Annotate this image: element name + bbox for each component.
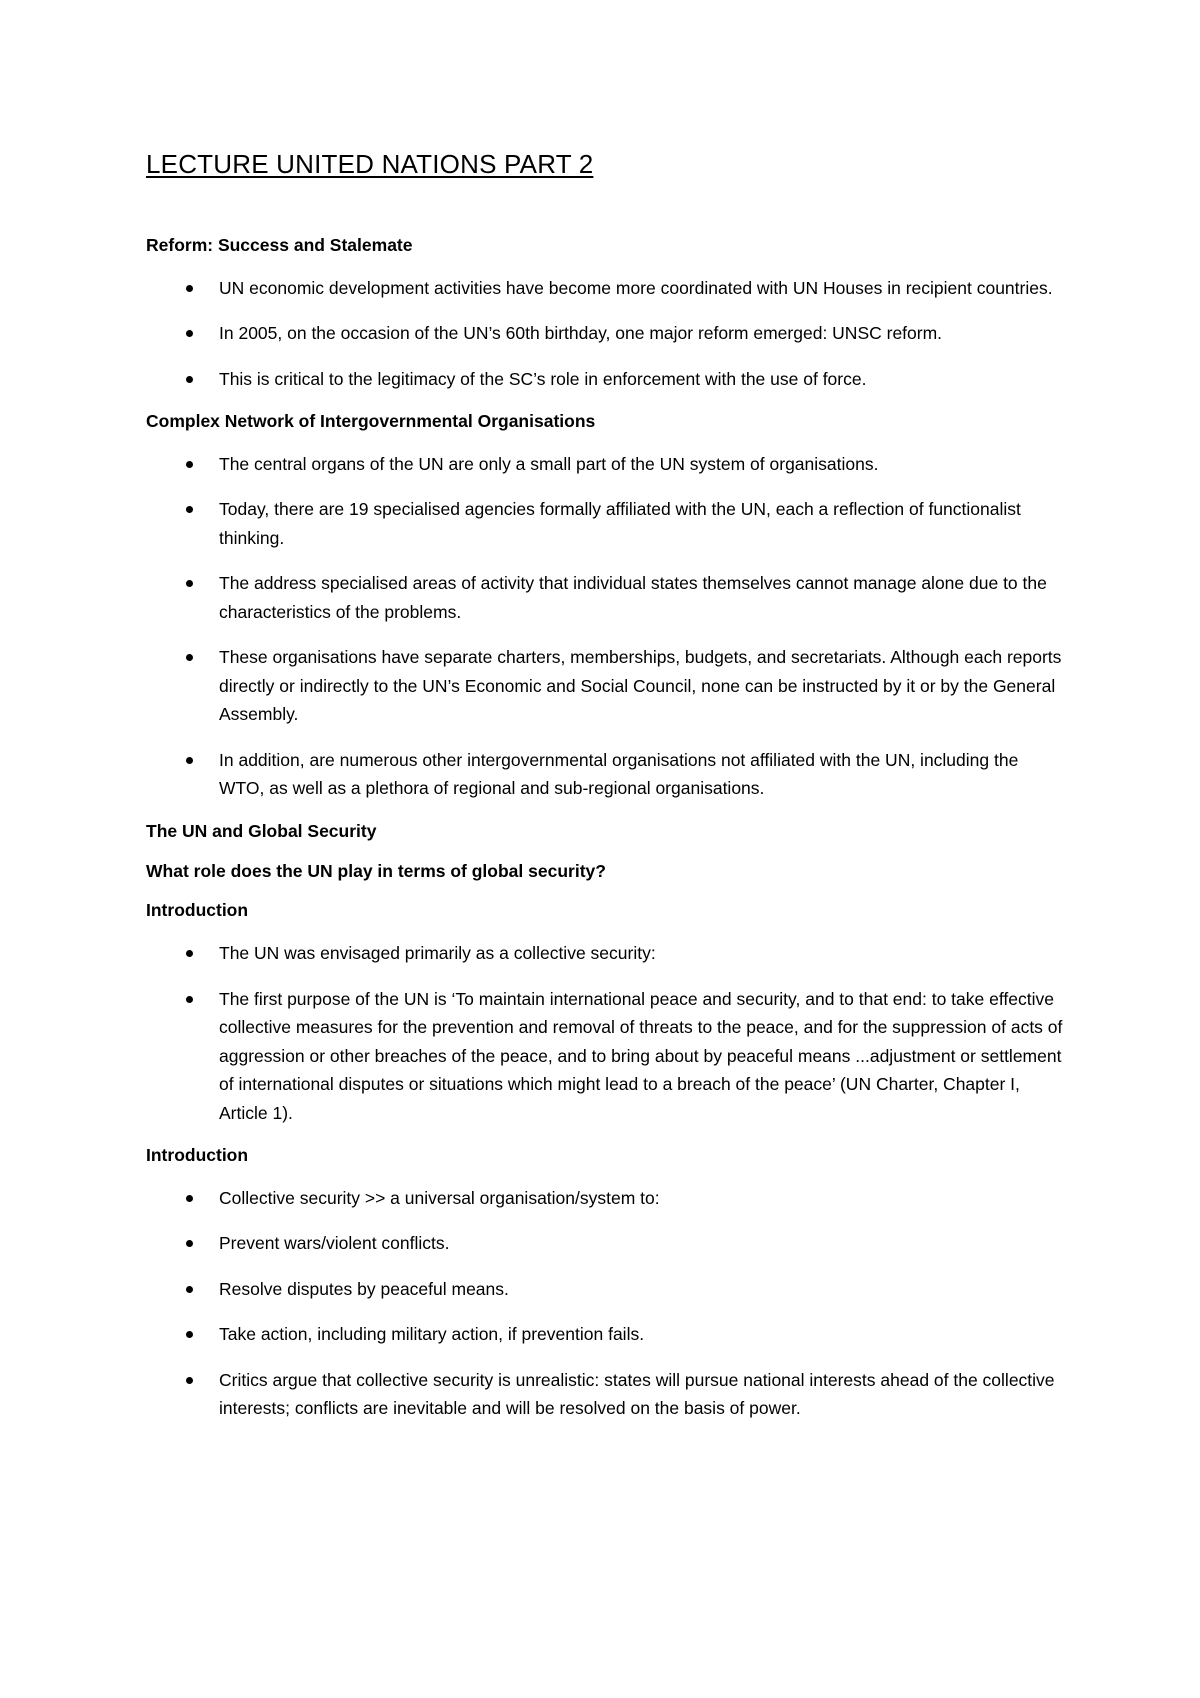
bullet-icon (186, 996, 193, 1003)
bullet-text: UN economic development activities have become more coordinated with UN Houses in recipient countries. (219, 277, 1053, 298)
bullet-icon (186, 1240, 193, 1247)
section-heading: The UN and Global Security (146, 820, 377, 841)
list-item (146, 365, 1066, 394)
bullet-icon (186, 580, 193, 587)
list-item (146, 450, 1066, 479)
bullet-list (146, 939, 1066, 1127)
document-title: LECTURE UNITED NATIONS PART 2 (146, 149, 594, 179)
bullet-list (146, 274, 1066, 394)
bullet-icon (186, 757, 193, 764)
bullet-icon (186, 461, 193, 468)
bullet-icon (186, 654, 193, 661)
bullet-text: Critics argue that collective security is unrealistic: states will pursue national interests ahead of the collective interests; conflicts are inevitable and will be resolved on the basis of power. (219, 1369, 1055, 1419)
bullet-text: The address specialised areas of activity that individual states themselves cannot manage alone due to the characteristics of the problems. (219, 573, 1047, 622)
section-heading: What role does the UN play in terms of global security? (146, 860, 606, 881)
bullet-text: The UN was envisaged primarily as a collective security: (219, 943, 656, 964)
bullet-text: In 2005, on the occasion of the UN’s 60th birthday, one major reform emerged: UNSC reform. (219, 323, 943, 344)
section-heading: Introduction (146, 900, 249, 921)
sections-container (146, 234, 1066, 1423)
list-item (146, 1366, 1066, 1423)
bullet-icon (186, 376, 193, 383)
list-item (146, 1229, 1066, 1258)
bullet-text: The central organs of the UN are only a small part of the UN system of organisations. (219, 453, 879, 474)
section-heading: Reform: Success and Stalemate (146, 234, 413, 255)
bullet-text: Prevent wars/violent conflicts. (219, 1233, 450, 1254)
list-item (146, 1275, 1066, 1304)
bullet-text: Collective security >> a universal organisation/system to: (219, 1187, 660, 1208)
list-item (146, 985, 1066, 1128)
bullet-icon (186, 950, 193, 957)
bullet-text: Resolve disputes by peaceful means. (219, 1278, 509, 1299)
document-content (146, 148, 1066, 1440)
list-item (146, 1320, 1066, 1349)
list-item (146, 746, 1066, 803)
bullet-text: Take action, including military action, if prevention fails. (219, 1324, 645, 1345)
section-heading: Complex Network of Intergovernmental Organisations (146, 411, 596, 432)
bullet-text: These organisations have separate charters, memberships, budgets, and secretariats. Although each reports directly or indirectly to the UN’s Economic and Social Council, none can be instructed by it or by the General Assembly. (219, 647, 1062, 725)
section-heading: Introduction (146, 1145, 249, 1166)
bullet-icon (186, 506, 193, 513)
list-item (146, 495, 1066, 552)
bullet-icon (186, 1286, 193, 1293)
list-item (146, 939, 1066, 968)
bullet-text: Today, there are 19 specialised agencies formally affiliated with the UN, each a reflection of functionalist thinking. (219, 499, 1021, 548)
list-item (146, 319, 1066, 348)
list-item (146, 274, 1066, 303)
bullet-text: This is critical to the legitimacy of the SC’s role in enforcement with the use of force. (219, 368, 867, 389)
bullet-text: In addition, are numerous other intergovernmental organisations not affiliated with the UN, including the WTO, as well as a plethora of regional and sub-regional organisations. (219, 749, 1019, 799)
bullet-icon (186, 1377, 193, 1384)
bullet-list (146, 450, 1066, 803)
bullet-icon (186, 330, 193, 337)
list-item (146, 643, 1066, 729)
bullet-text: The first purpose of the UN is ‘To maintain international peace and security, and to that end: to take effective collective measures for the prevention and removal of threats to the peace, and for the suppression of acts of aggression or other breaches of the peace, and to bring about by peaceful means ...adjustment or settlement of international disputes or situations which might lead to a breach of the peace’ (UN Charter, Chapter I, Article 1). (219, 988, 1063, 1123)
list-item (146, 1184, 1066, 1213)
list-item (146, 569, 1066, 626)
bullet-icon (186, 1195, 193, 1202)
bullet-icon (186, 1331, 193, 1338)
bullet-list (146, 1184, 1066, 1423)
bullet-icon (186, 285, 193, 292)
